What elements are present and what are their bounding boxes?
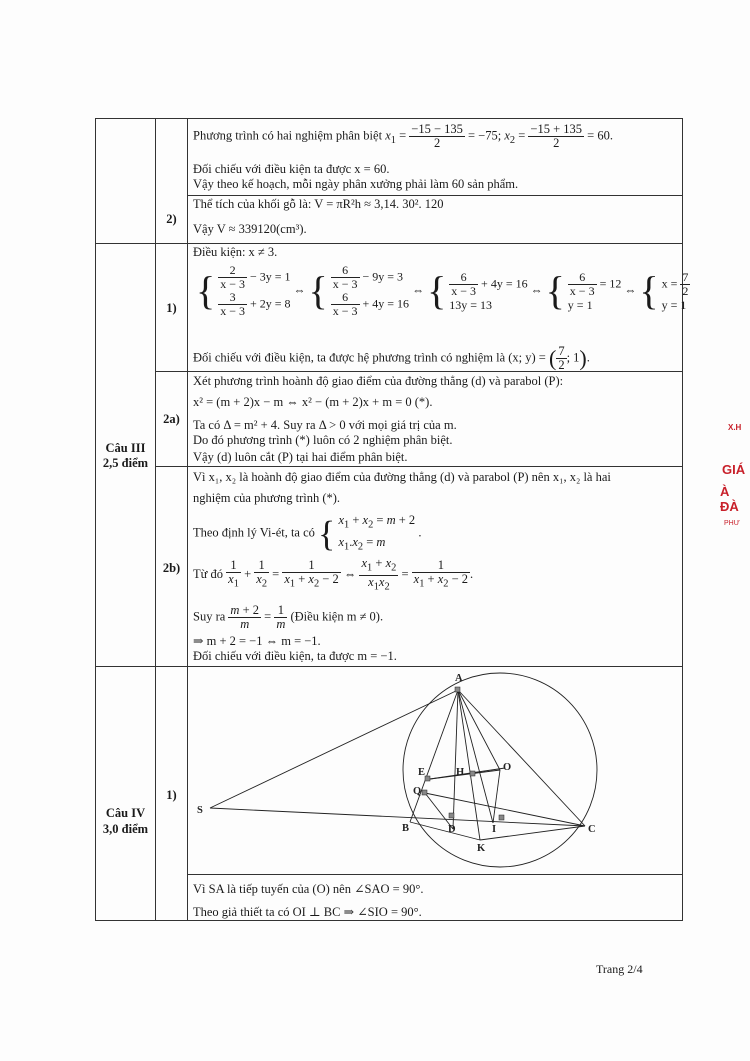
row6-line1: Vì SA là tiếp tuyến của (O) nên ∠SAO = 90°. — [193, 882, 424, 896]
row6-line2: Theo giả thiết ta có OI ⊥ BC ⇒ ∠SIO = 90°. — [193, 905, 422, 919]
label-s: S — [197, 805, 203, 816]
stamp-text-c: À ĐÀ — [720, 484, 739, 514]
label-e: E — [418, 767, 426, 778]
row4-line3: Ta có Δ = m² + 4. Suy ra Δ > 0 với mọi giá trị của m. — [193, 418, 457, 432]
sub-label-1: 1) — [166, 301, 177, 315]
section-iii-label: Câu III — [105, 441, 146, 455]
stamp-text-b: GIÁ — [722, 462, 746, 477]
row2-line2: Vậy V ≈ 339120(cm³). — [193, 222, 307, 236]
label-c: C — [588, 824, 596, 835]
row1-line1: Phương trình có hai nghiệm phân biệt $x_1$ = $\frac{-15 - 135}{2}$ = −75; $x_2$ = $\frac{-15 + 135}{2}$ = 60. — [193, 122, 613, 150]
section-iii-points: 2,5 điểm — [102, 456, 149, 470]
row3-condition: Điều kiện: x ≠ 3. — [193, 245, 278, 259]
row4-line1: Xét phương trình hoành độ giao điểm của đường thẳng (d) và parabol (P): — [193, 374, 564, 388]
row1-line2: Đối chiếu với điều kiện ta được x = 60. — [193, 162, 390, 176]
label-i: I — [492, 824, 497, 835]
label-q: Q — [413, 786, 422, 797]
row5-line5: Suy ra $\frac{m + 2}{m}$ = $\frac{1}{m}$ (Điều kiện m ≠ 0). — [193, 603, 384, 631]
row4-line4: Do đó phương trình (*) luôn có 2 nghiệm phân biệt. — [193, 433, 453, 447]
row5-line4: Từ đó $\frac{1}{x_1}$ + $\frac{1}{x_2}$ = $\frac{1}{x_1 + x_2 - 2}$ ⇔ $\frac{x_1 + x_2}{x_1x_2}$ = $\frac{1}{x_1 + x_2 - 2}$ . — [193, 556, 474, 592]
stamp-text-d: PHƯ — [724, 520, 740, 527]
sub-label-2a: 2a) — [163, 412, 180, 426]
row3-conclusion: Đối chiếu với điều kiện, ta được hệ phương trình có nghiệm là (x; y) = ( $\frac{7}{2}$ ; 1). — [193, 344, 590, 372]
label-k: K — [477, 843, 486, 854]
sub-label-2: 2) — [166, 212, 177, 226]
row4-line2: x² = (m + 2)x − m ⇔ x² − (m + 2)x + m = 0 (*). — [193, 395, 433, 409]
sub-label-iv-1: 1) — [166, 788, 177, 802]
section-iv-label: Câu IV — [105, 806, 146, 820]
label-h: H — [456, 767, 465, 778]
sub-label-2b: 2b) — [162, 561, 181, 575]
row5-line7: Đối chiếu với điều kiện, ta được m = −1. — [193, 649, 397, 663]
row5-line3: Theo định lý Vi-ét, ta có { $x_1 + x_2 = m + 2$ $x_1.x_2 = m$ . — [193, 513, 422, 554]
row5-line1: Vì x₁, x₂ là hoành độ giao điểm của đường thẳng (d) và parabol (P) nên x₁, x₂ là hai — [193, 470, 611, 484]
section-iv-points: 3,0 điểm — [102, 822, 149, 836]
row5-line6: ⇒ m + 2 = −1 ⇔ m = −1. — [193, 634, 321, 648]
label-b: B — [402, 823, 410, 834]
system-equations: { $\frac{2}{x - 3}$ − 3y = 1 $\frac{3}{x - 3}$ + 2y = 8 ⇔ { $\frac{6}{x - 3}$ − 9y = 3 $\frac{6}{x - 3}$ + 4y = 16 ⇔ { $\frac{6}{x - 3}$ + 4y = 16 13y = 13 ⇔ { $\frac{6}{x - 3}$ = 12 y = 1 ⇔ { x = $\frac{7}{2}$ y = 1 — [196, 263, 689, 318]
label-o: O — [503, 762, 512, 773]
label-d: D — [448, 824, 456, 835]
row4-line5: Vậy (d) luôn cắt (P) tại hai điểm phân biệt. — [193, 450, 408, 464]
label-a: A — [455, 673, 463, 684]
stamp-text-a: X.H — [728, 423, 742, 432]
row2-line1: Thể tích của khối gỗ là: V = πR²h ≈ 3,14. 30². 120 — [193, 197, 444, 211]
row5-line2: nghiệm của phương trình (*). — [193, 491, 341, 505]
row1-line3: Vậy theo kế hoạch, mỗi ngày phân xưởng phải làm 60 sản phẩm. — [193, 177, 519, 191]
page-number: Trang 2/4 — [596, 962, 643, 976]
